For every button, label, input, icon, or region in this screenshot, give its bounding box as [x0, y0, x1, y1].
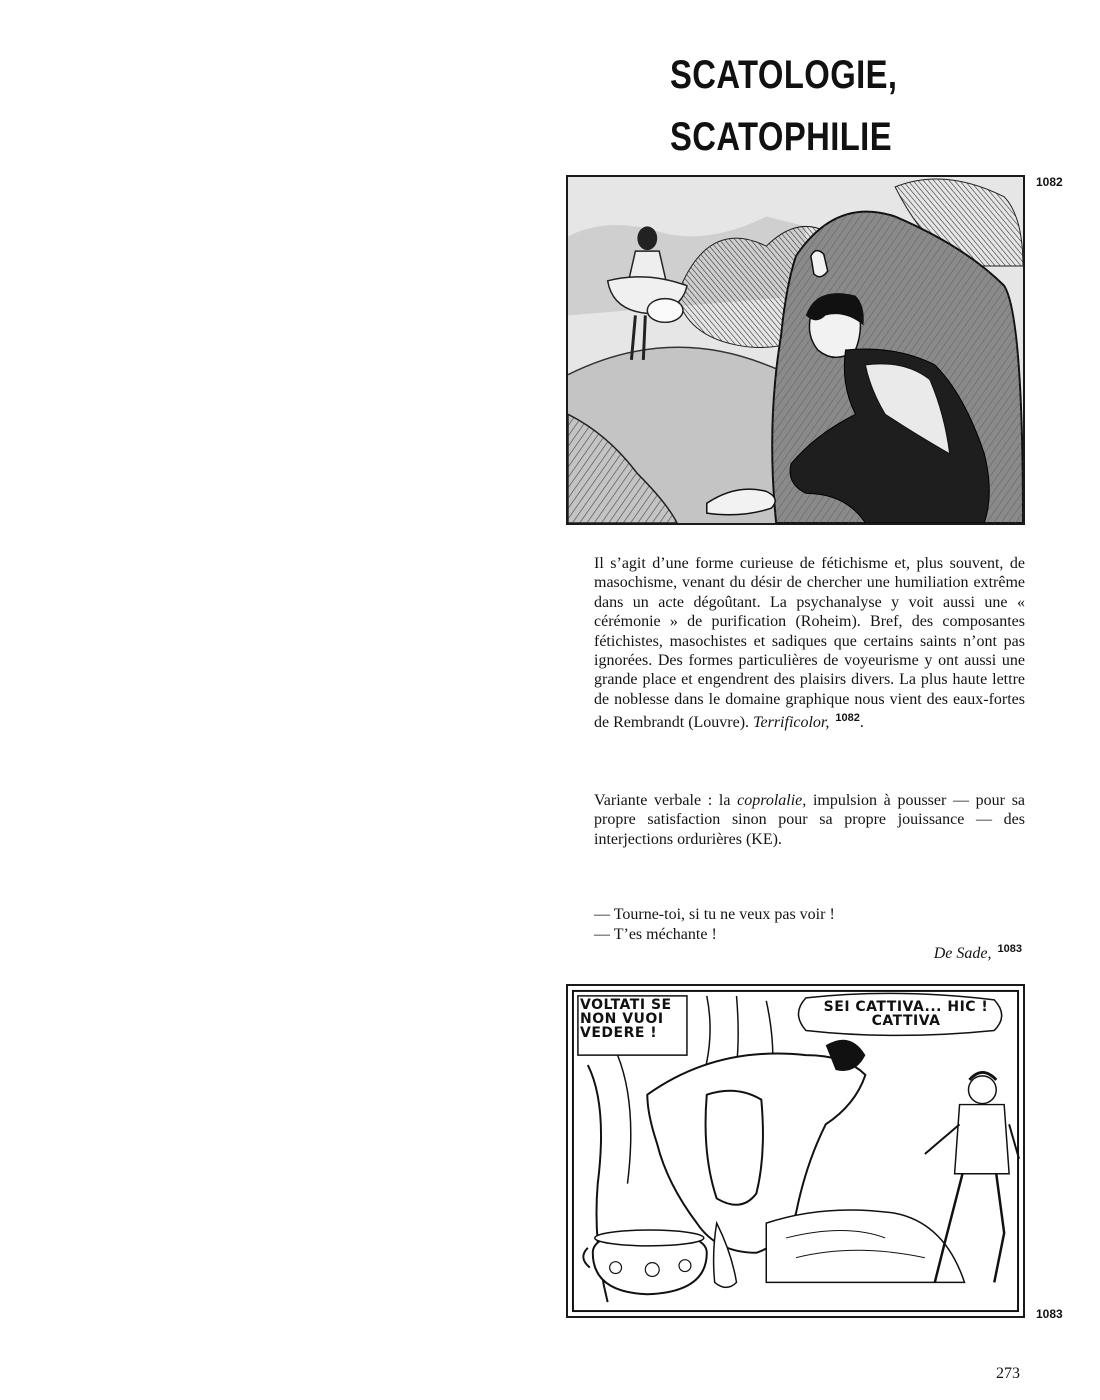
figure-1082-drawing	[568, 177, 1023, 523]
figure-1083-comic-panel	[566, 984, 1025, 1318]
attribution	[934, 943, 1022, 963]
para2-before: Variante verbale : la	[594, 792, 731, 809]
figure-reference-1082: 1082	[835, 712, 860, 725]
balloon-left-line-1: VOLTATI SE	[580, 997, 672, 1013]
figure-number-1083: 1083	[1036, 1307, 1063, 1321]
attribution-source: De Sade,	[933, 945, 992, 962]
figure-reference-1083: 1083	[997, 943, 1022, 955]
coprolalie-term: coprolalie,	[737, 792, 807, 809]
balloon-left-line-2: NON VUOI	[580, 1011, 664, 1027]
page-number: 273	[996, 1365, 1020, 1382]
figure-number-1082: 1082	[1036, 175, 1063, 189]
balloon-right-line-1: SEI CATTIVA... HIC !	[823, 999, 989, 1015]
balloon-left-line-3: VEDERE !	[580, 1025, 658, 1041]
page-title	[670, 44, 982, 168]
balloon-right	[816, 1000, 996, 1028]
para2-after: impulsion à pousser — pour sa propre satisfaction sinon pour sa propre jouissance — des interjections ordurières (KE).	[594, 792, 1026, 848]
dialog-line-1: — Tourne-toi, si tu ne veux pas voir !	[594, 906, 835, 923]
title-line-2: SCATOPHILIE	[670, 115, 892, 159]
title-line-1: SCATOLOGIE,	[670, 53, 898, 97]
body-paragraph-1	[594, 554, 1025, 733]
dialog-line-2: — T’es méchante !	[594, 926, 717, 943]
body-paragraph-1-text: Il s’agit d’une forme curieuse de fétichisme et, plus souvent, de masochisme, venant du désir de chercher une humiliation extrême dans un acte dégoûtant. La psychanalyse y voit aussi une « cérémonie » de purification (Roheim). Bref, des composantes fétichistes, masochistes et sadiques que certains saints n’ont pas ignorées. Des formes particulières de voyeurisme y ont aussi une grande place et engendrent des plaisirs divers. La plus haute lettre de noblesse dans le domaine graphique nous vient des eaux-fortes de Rembrandt (Louvre).	[594, 555, 1025, 732]
balloon-right-line-2: CATTIVA	[871, 1013, 941, 1029]
body-paragraph-2	[594, 791, 1025, 849]
balloon-left	[580, 998, 672, 1040]
figure-1082-illustration	[566, 175, 1025, 525]
para1-end: .	[859, 714, 864, 732]
source-title: Terrificolor,	[753, 714, 830, 732]
